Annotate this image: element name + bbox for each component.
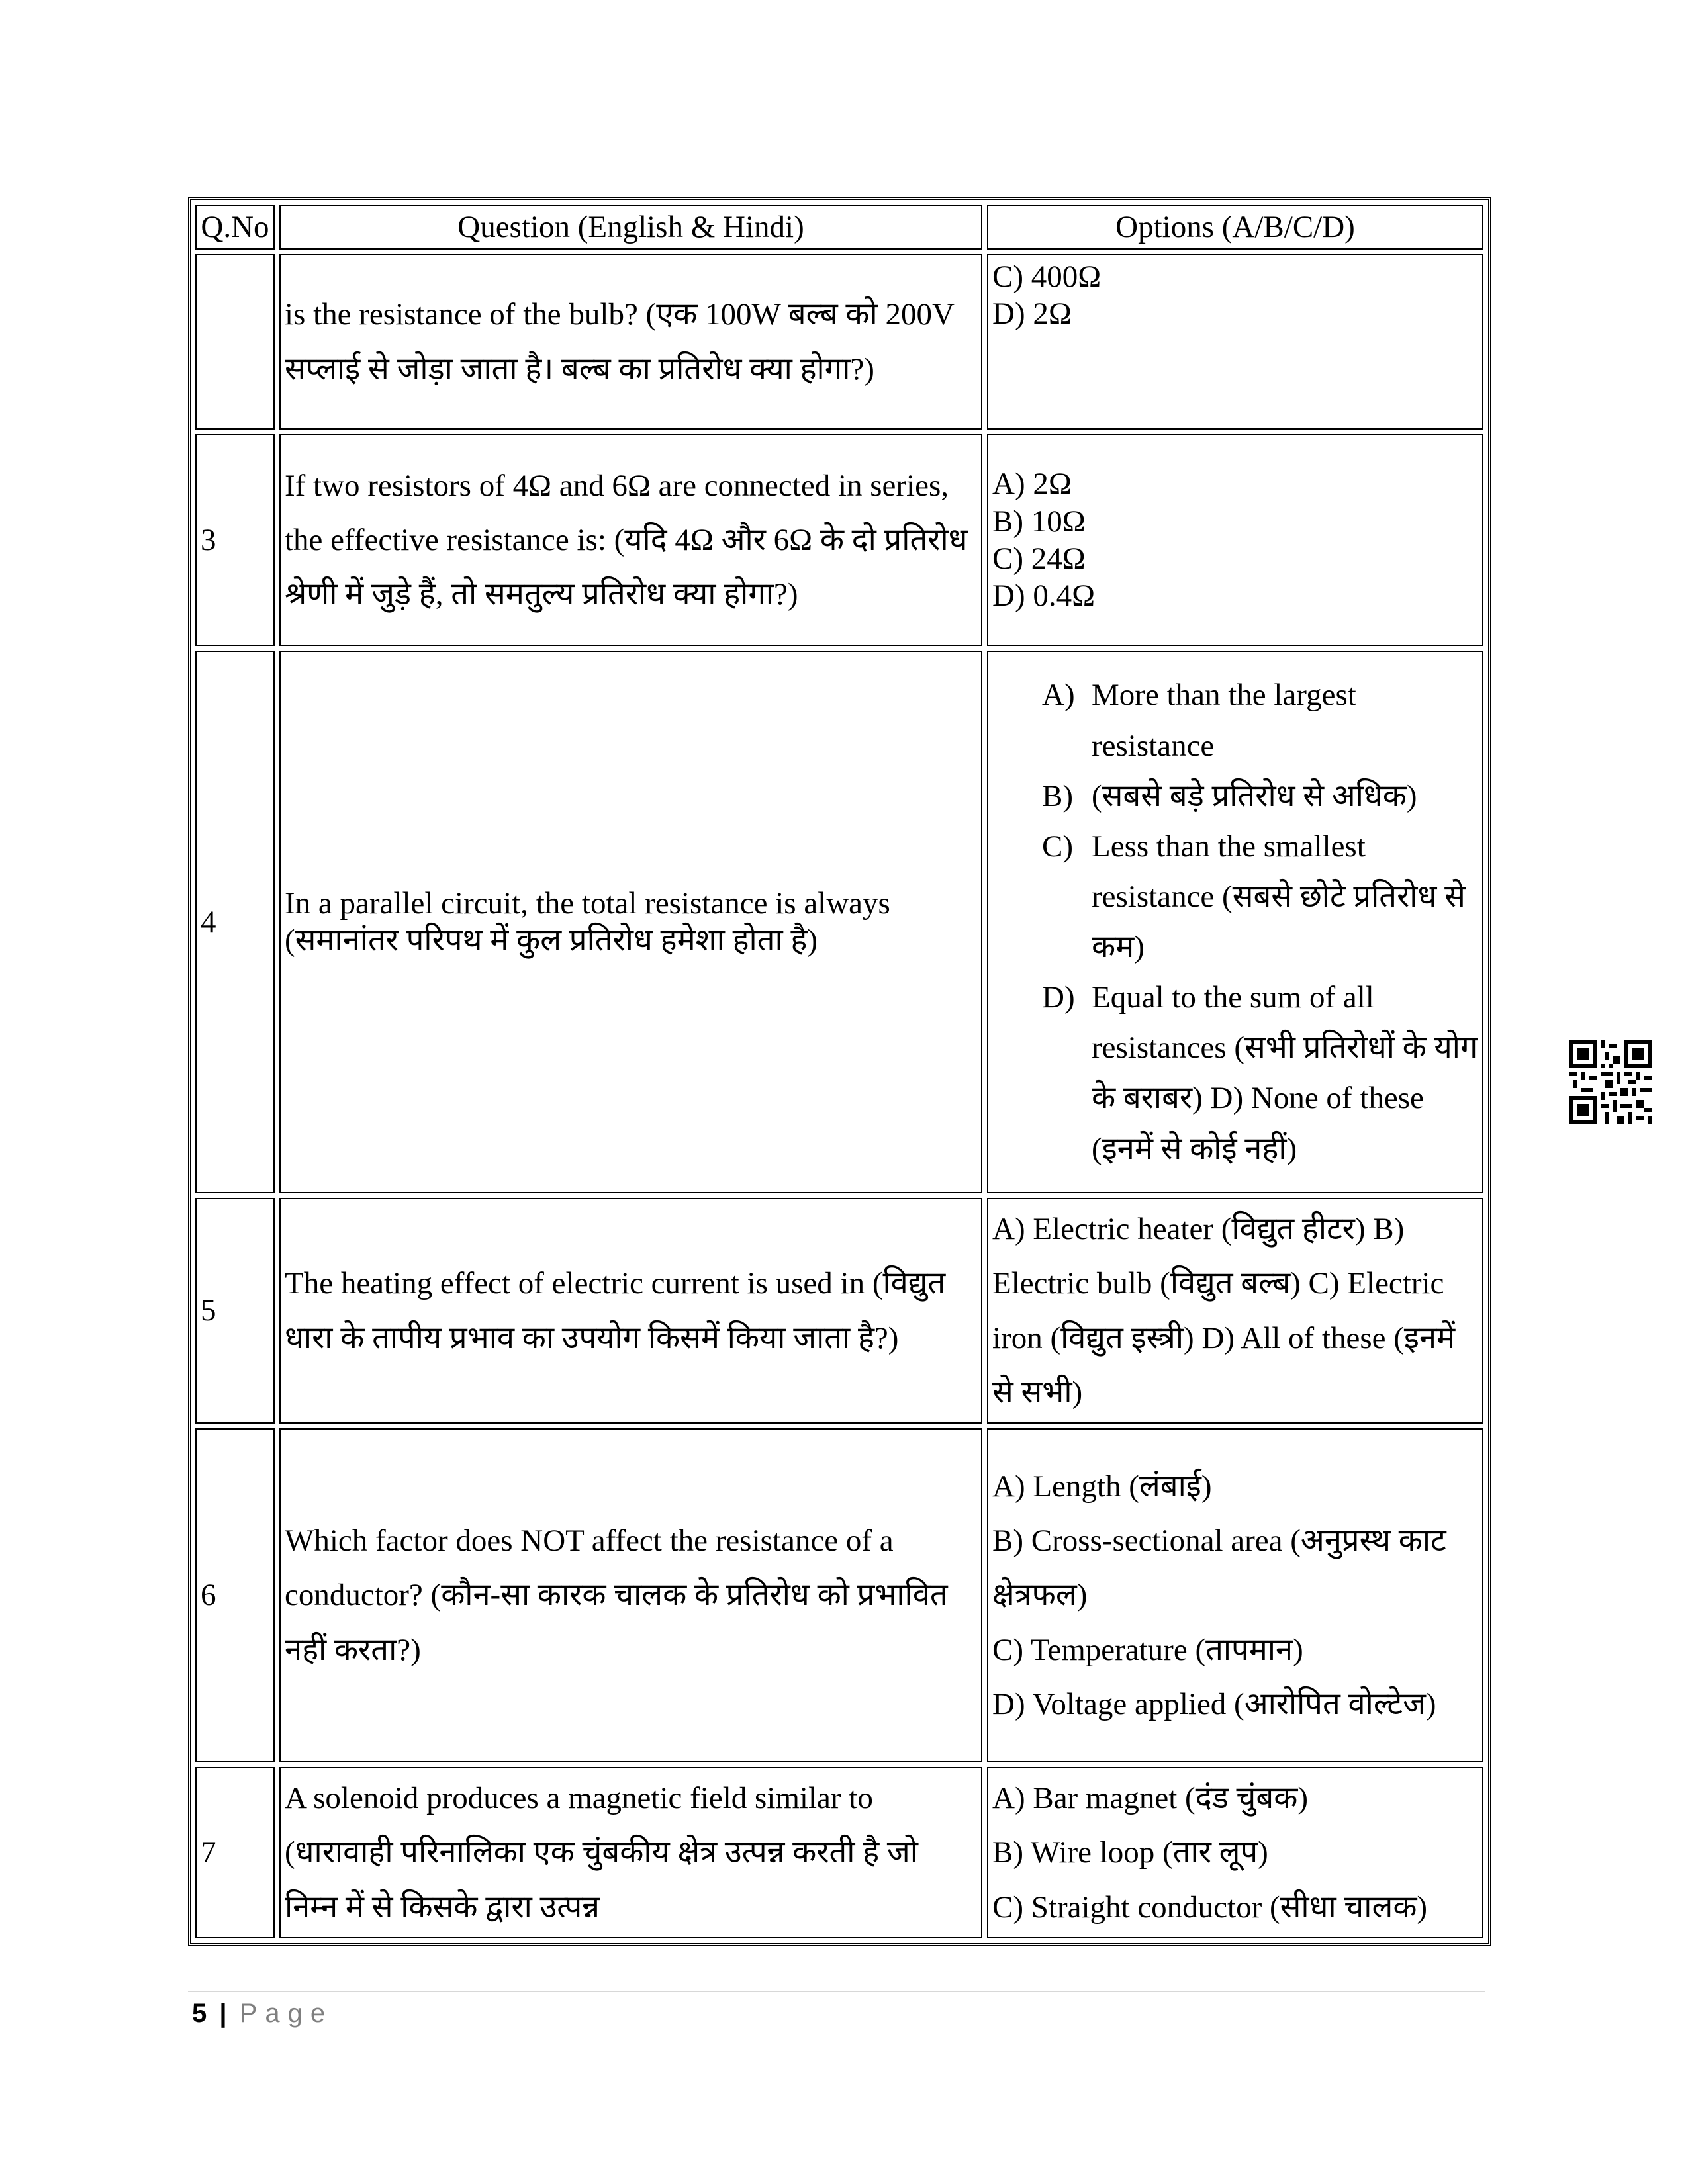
option-c: C) 24Ω (992, 541, 1086, 576)
row-options (987, 651, 1483, 1193)
row-question: If two resistors of 4Ω and 6Ω are connected in series, the effective resistance is: (यदि 4Ω और 6Ω के दो प्रतिरोध श्रेणी में जुड़े हैं, तो समतुल्य प्रतिरोध क्या होगा?) (279, 434, 982, 646)
option-c: C) Less than the smallest resistance (सबसे छोटे प्रतिरोध से कम) (1042, 829, 1466, 964)
option-a: A) More than the largest resistance (1042, 678, 1356, 763)
header-question: Question (English & Hindi) (279, 205, 982, 250)
qr-code-icon (1569, 1040, 1652, 1124)
option-c: C) Temperature (तापमान) (992, 1632, 1303, 1667)
footer-divider (188, 1991, 1485, 1992)
option-b: B) (सबसे बड़े प्रतिरोध से अधिक) (1042, 778, 1417, 813)
page-footer (192, 1999, 333, 2028)
row-number: 5 (195, 1198, 275, 1424)
option-c: C) Straight conductor (सीधा चालक) (992, 1889, 1428, 1925)
row-options (987, 434, 1483, 646)
option-a: A) Length (लंबाई) (992, 1469, 1212, 1504)
option-d: D) Voltage applied (आरोपित वोल्टेज) (992, 1686, 1436, 1721)
row-question: Which factor does NOT affect the resistance of a conductor? (कौन-सा कारक चालक के प्रतिरोध को प्रभावित नहीं करता?) (279, 1428, 982, 1762)
table-row (195, 1428, 1483, 1762)
option-a: A) 2Ω (992, 467, 1072, 502)
row-question: The heating effect of electric current is used in (विद्युत धारा के तापीय प्रभाव का उपयोग किसमें किया जाता है?) (279, 1198, 982, 1424)
question-table (188, 197, 1491, 1946)
row-question: A solenoid produces a magnetic field similar to (धारावाही परिनालिका एक चुंबकीय क्षेत्र उत्पन्न करती है जो निम्न में से किसके द्वारा उत्पन्न (279, 1767, 982, 1938)
row-options (987, 1767, 1483, 1938)
row-number: 4 (195, 651, 275, 1193)
option-b: B) Cross-sectional area (अनुप्रस्थ काट क्षेत्रफल) (992, 1524, 1446, 1613)
option-d: D) 0.4Ω (992, 578, 1096, 614)
row-number: 3 (195, 434, 275, 646)
header-options: Options (A/B/C/D) (987, 205, 1483, 250)
row-options (987, 1428, 1483, 1762)
table-row (195, 1767, 1483, 1938)
row-question: In a parallel circuit, the total resistance is always (समानांतर परिपथ में कुल प्रतिरोध हमेशा होता है) (279, 651, 982, 1193)
footer-separator: | (219, 1999, 227, 2028)
option-d: D) Equal to the sum of all resistances (सभी प्रतिरोधों के योग के बराबर) D) None of these (इनमें से कोई नहीं) (1042, 980, 1478, 1166)
page-label: Page (239, 1999, 334, 2028)
option-b: B) 10Ω (992, 504, 1086, 539)
option-c: C) 400Ω (992, 259, 1102, 294)
row-number (195, 254, 275, 430)
table-row (195, 651, 1483, 1193)
table-header-row (195, 205, 1483, 250)
table-row (195, 434, 1483, 646)
option-list (992, 670, 1478, 1173)
row-options: A) Electric heater (विद्युत हीटर) B) Electric bulb (विद्युत बल्ब) C) Electric iron (विद्युत इस्त्री) D) All of these (इनमें से सभी) (987, 1198, 1483, 1424)
table-row (195, 1198, 1483, 1424)
row-number: 7 (195, 1767, 275, 1938)
header-qno: Q.No (195, 205, 275, 250)
page-number: 5 (192, 1999, 207, 2028)
row-options (987, 254, 1483, 430)
row-number: 6 (195, 1428, 275, 1762)
table-row (195, 254, 1483, 430)
row-question: is the resistance of the bulb? (एक 100W बल्ब को 200V सप्लाई से जोड़ा जाता है। बल्ब का प्रतिरोध क्या होगा?) (279, 254, 982, 430)
option-b: B) Wire loop (तार लूप) (992, 1835, 1268, 1870)
option-d: D) 2Ω (992, 296, 1072, 332)
option-a: A) Bar magnet (दंड चुंबक) (992, 1781, 1308, 1815)
